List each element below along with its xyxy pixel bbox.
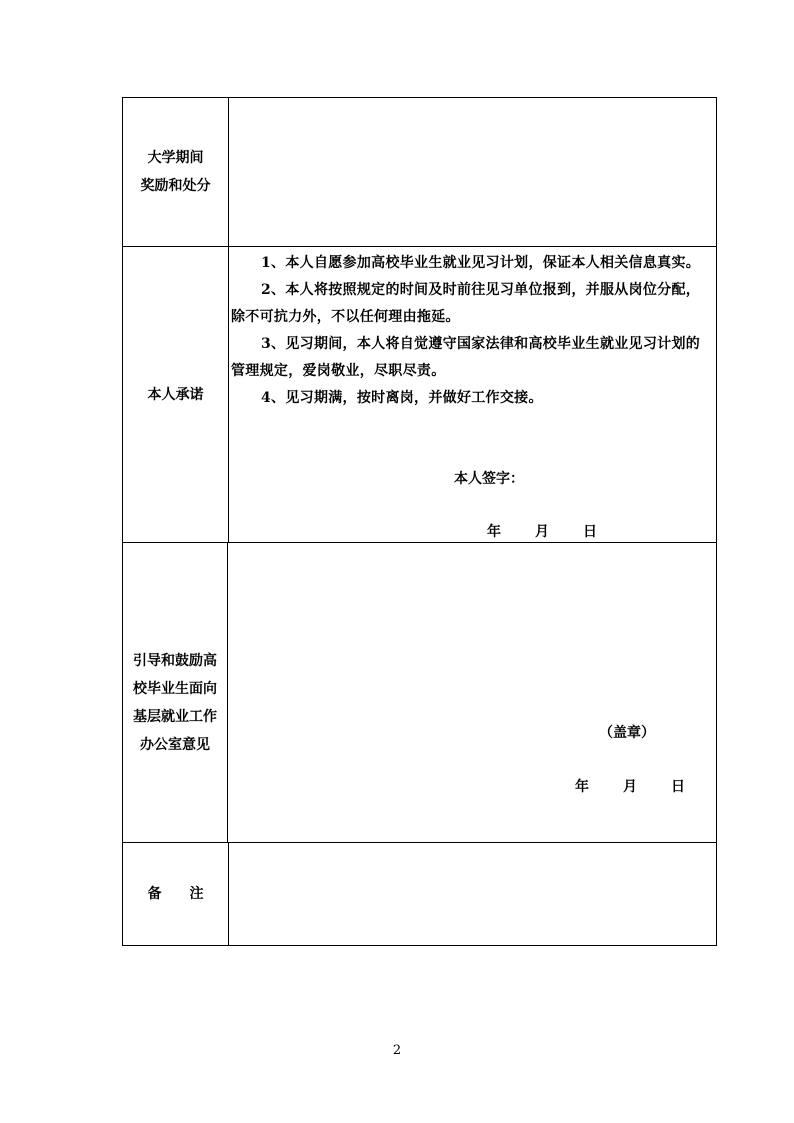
office-label-line-3: 基层就业工作: [133, 709, 217, 725]
pledge-date-day: 日: [583, 524, 597, 540]
registration-form-table: [122, 97, 717, 946]
page-number: 2: [392, 1043, 402, 1058]
remarks-row: [123, 842, 716, 945]
office-opinion-label: [123, 543, 228, 843]
office-label-line-1: 引导和鼓励高: [133, 653, 217, 669]
pledge-item-3: 3、见习期间，本人将自觉遵守国家法律和高校毕业生就业见习计划的管理规定，爱岗敬业，尽职尽责。: [231, 336, 701, 379]
signature-label: 本人签字：: [454, 471, 524, 487]
office-opinion-content-cell[interactable]: [229, 543, 716, 843]
seal-label: （盖章）: [599, 725, 655, 741]
pledge-row: [123, 246, 716, 543]
pledge-date-year: 年: [487, 524, 501, 540]
office-date-month: 月: [623, 779, 637, 795]
awards-label: [123, 98, 229, 246]
office-date-year: 年: [575, 779, 589, 795]
awards-row: [123, 98, 716, 246]
awards-content-cell[interactable]: [229, 98, 716, 246]
office-label-line-2: 校毕业生面向: [133, 681, 217, 697]
office-opinion-row: [123, 542, 716, 843]
pledge-content-cell: [229, 247, 716, 543]
pledge-item-4: 4、见习期满，按时离岗，并做好工作交接。: [261, 390, 543, 406]
office-date-day: 日: [671, 779, 685, 795]
pledge-date-month: 月: [535, 524, 549, 540]
pledge-date: [487, 521, 597, 541]
pledge-item-2: 2、本人将按照规定的时间及时前往见习单位报到，并服从岗位分配，除不可抗力外，不以任何理由拖延。: [231, 282, 701, 325]
pledge-item-1: 1、本人自愿参加高校毕业生就业见习计划，保证本人相关信息真实。: [261, 255, 701, 271]
pledge-label: 本人承诺: [123, 247, 229, 543]
awards-label-line-1: 大学期间: [147, 150, 204, 166]
remarks-label: 备 注: [123, 843, 229, 945]
office-date: [575, 776, 685, 796]
remarks-content-cell[interactable]: [229, 843, 716, 945]
awards-label-line-2: 奖励和处分: [140, 178, 211, 194]
office-label-line-4: 办公室意见: [140, 737, 210, 753]
